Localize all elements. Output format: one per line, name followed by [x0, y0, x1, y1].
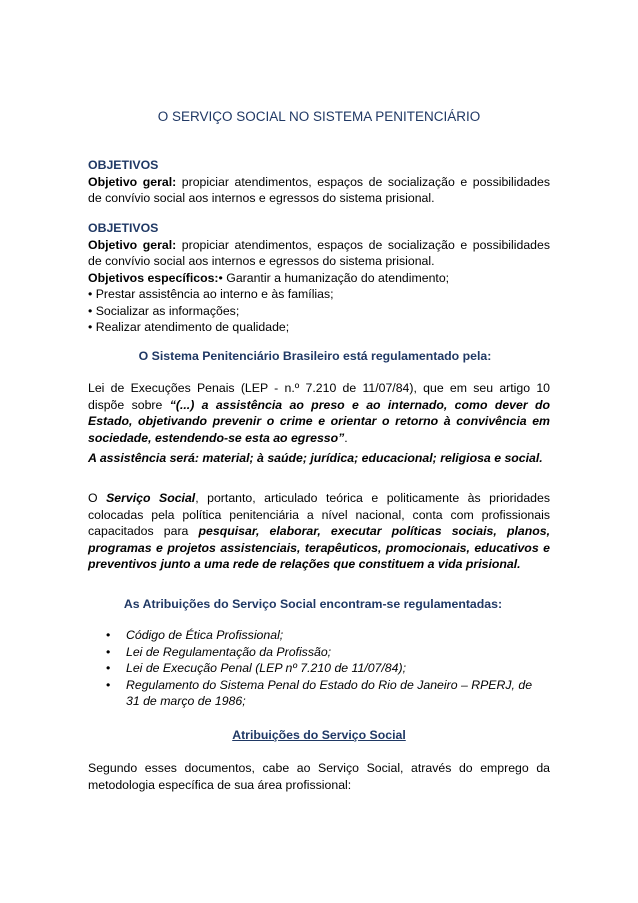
objetivos-especificos-first: • Garantir a humanização do atendimento; — [218, 270, 450, 285]
servico-paragraph — [88, 490, 550, 573]
page-title: O SERVIÇO SOCIAL NO SISTEMA PENITENCIÁRIO — [157, 109, 481, 124]
servico-text-2: , portanto, articulado teórica e politicamente às prioridades colocadas pela política penitenciária a nível nacional, conta com profissionais capacitados para — [88, 491, 550, 538]
objetivo-geral-paragraph — [88, 237, 550, 270]
list-item: • Socializar as informações; — [88, 303, 240, 318]
list-item — [106, 644, 546, 661]
objetivos-especificos-label: Objetivos específicos: — [88, 270, 219, 285]
lei-text: Lei de Regulamentação da Profissão; — [126, 644, 332, 659]
objetivos-especificos-line — [88, 270, 550, 287]
servico-text: O — [88, 491, 107, 505]
lep-paragraph — [88, 380, 550, 446]
leis-list — [106, 627, 546, 710]
bullet-icon: • — [106, 628, 111, 642]
section-heading: OBJETIVOS — [88, 221, 159, 235]
lei-text: Lei de Execução Penal (LEP nº 7.210 de 11/07/84); — [126, 661, 407, 675]
list-item — [106, 660, 546, 677]
lep-text: Lei de Execuções Penais (LEP - n.º 7.210 de 11/07/84), que em seu artigo 10 dispõe sobre — [88, 381, 550, 412]
list-item: • Realizar atendimento de qualidade; — [88, 320, 290, 334]
objetivo-geral-paragraph — [88, 174, 550, 207]
bullet-icon: • — [106, 661, 111, 675]
section-heading: OBJETIVOS — [88, 158, 159, 172]
lei-text: Regulamento do Sistema Penal do Estado do Rio de Janeiro – RPERJ, de 31 de março de 1986; — [126, 677, 533, 708]
list-item: • Prestar assistência ao interno e às famílias; — [88, 287, 334, 301]
lei-text: Código de Ética Profissional; — [126, 628, 284, 642]
bullet-icon: • — [106, 644, 111, 659]
objetivos-block-1 — [88, 157, 550, 207]
objetivo-geral-text: propiciar atendimentos, espaços de socialização e possibilidades de convívio social aos internos e egressos do sistema prisional. — [88, 174, 550, 205]
atribuicoes-title: Atribuições do Serviço Social — [232, 728, 406, 742]
objetivo-geral-label: Objetivo geral: — [88, 237, 177, 252]
final-paragraph: Segundo esses documentos, cabe ao Serviço Social, através do emprego da metodologia específica de sua área profissional: — [88, 761, 550, 792]
objetivo-geral-label: Objetivo geral: — [88, 174, 177, 189]
lep-quote: “(...) a assistência ao preso e ao internado, como dever do Estado, objetivando prevenir o crime e orientar o retorno à convivência em sociedade, estendendo-se esta ao egresso” — [88, 397, 550, 445]
sistema-heading: O Sistema Penitenciário Brasileiro está regulamentado pela: — [138, 349, 492, 363]
list-item — [106, 627, 546, 644]
list-item — [106, 677, 546, 710]
objetivos-block-2 — [88, 220, 550, 336]
assistencia-paragraph: A assistência será: material; à saúde; jurídica; educacional; religiosa e social. — [88, 451, 543, 465]
bullet-icon: • — [106, 677, 111, 692]
lep-suffix: . — [344, 430, 348, 445]
servico-name: Serviço Social — [106, 491, 196, 505]
atribuicoes-heading: As Atribuições do Serviço Social encontram-se regulamentadas: — [123, 597, 503, 611]
objetivo-geral-text: propiciar atendimentos, espaços de socialização e possibilidades de convívio social aos internos e egressos do sistema prisional. — [88, 237, 550, 268]
servico-emphasis: pesquisar, elaborar, executar políticas sociais, planos, programas e projetos assistenciais, terapêuticos, promocionais, educativos e preventivos junto a uma rede de relações que constituem a vida prisional. — [88, 524, 551, 571]
